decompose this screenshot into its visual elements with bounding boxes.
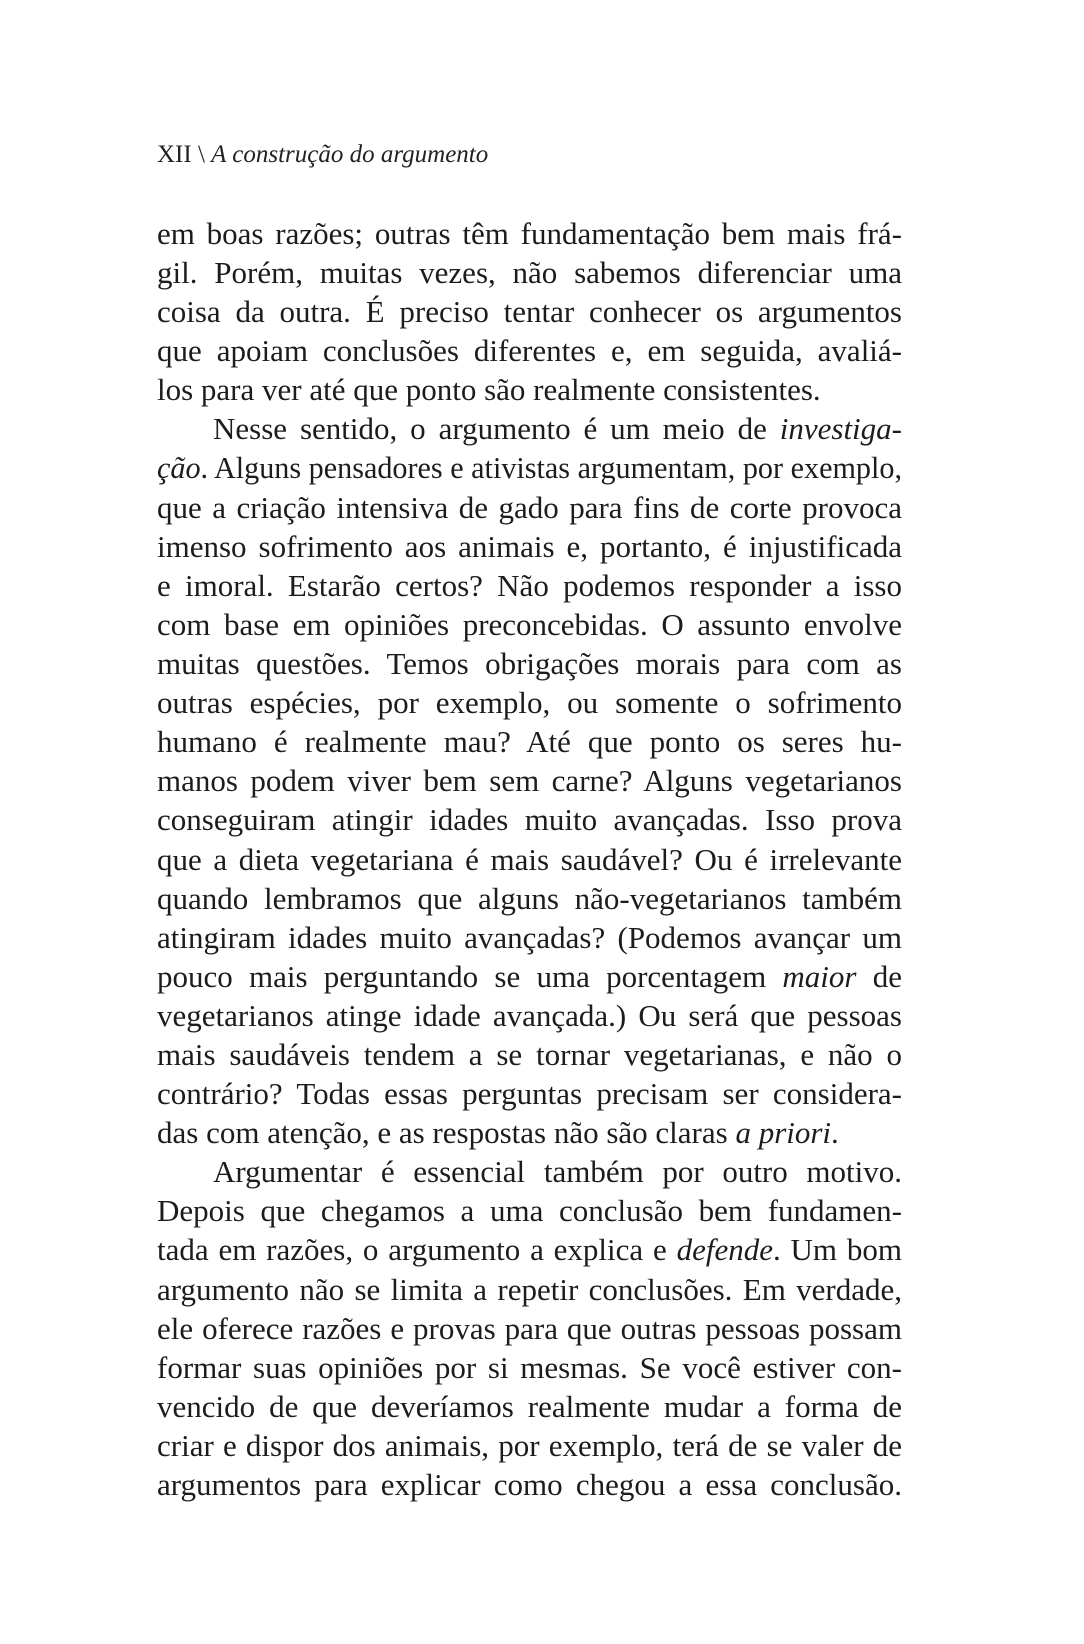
text-line: Argumentar é essencial também por outro motivo. bbox=[213, 1154, 902, 1190]
text-line: criar e dispor dos animais, por exemplo, terá de se valer de bbox=[157, 1427, 902, 1463]
text-line: em boas razões; outras têm fundamentação bem mais frá- bbox=[157, 216, 902, 251]
text-line: imenso sofrimento aos animais e, portanto, é injustificada bbox=[157, 528, 902, 564]
text-line: los para ver até que ponto são realmente consistentes. bbox=[157, 372, 821, 408]
text-line: formar suas opiniões por si mesmas. Se você estiver con- bbox=[157, 1349, 902, 1385]
text-line: pouco mais perguntando se uma porcentagem maior de bbox=[157, 958, 902, 994]
text-line: quando lembramos que alguns não-vegetarianos também bbox=[157, 880, 902, 916]
text-line: com base em opiniões preconcebidas. O assunto envolve bbox=[157, 606, 902, 642]
text-line: e imoral. Estarão certos? Não podemos responder a isso bbox=[157, 567, 902, 603]
text-line: que a criação intensiva de gado para fins de corte provoca bbox=[157, 489, 902, 525]
text-line: tada em razões, o argumento a explica e defende. Um bom bbox=[157, 1232, 902, 1268]
body-text bbox=[157, 214, 902, 1504]
text-line: gil. Porém, muitas vezes, não sabemos diferenciar uma bbox=[157, 255, 902, 291]
text-line: argumento não se limita a repetir conclusões. Em verdade, bbox=[157, 1271, 902, 1307]
emphasis: maior bbox=[782, 958, 857, 994]
text-line: coisa da outra. É preciso tentar conhecer os argumentos bbox=[157, 294, 902, 330]
text-line: outras espécies, por exemplo, ou somente o sofrimento bbox=[157, 685, 902, 721]
text-line: contrário? Todas essas perguntas precisam ser considera- bbox=[157, 1076, 902, 1112]
emphasis: ção bbox=[157, 450, 201, 485]
page-number: XII bbox=[157, 141, 192, 168]
text-line: ção. Alguns pensadores e ativistas argumentam, por exemplo, bbox=[157, 450, 902, 485]
text-line: manos podem viver bem sem carne? Alguns vegetarianos bbox=[157, 763, 902, 799]
text-line: muitas questões. Temos obrigações morais para com as bbox=[157, 646, 902, 682]
running-head bbox=[157, 140, 488, 170]
text-line: humano é realmente mau? Até que ponto os seres hu- bbox=[157, 724, 902, 760]
text-line: conseguiram atingir idades muito avançadas. Isso prova bbox=[157, 802, 902, 838]
text-line: vegetarianos atinge idade avançada.) Ou será que pessoas bbox=[157, 997, 902, 1033]
text-line: ele oferece razões e provas para que outras pessoas possam bbox=[157, 1310, 902, 1346]
text-line: vencido de que deveríamos realmente mudar a forma de bbox=[157, 1388, 902, 1424]
text-line: atingiram idades muito avançadas? (Podemos avançar um bbox=[157, 919, 902, 955]
text-line: que a dieta vegetariana é mais saudável? Ou é irrelevante bbox=[157, 841, 902, 877]
emphasis: defende bbox=[676, 1232, 773, 1268]
emphasis: investiga- bbox=[779, 411, 902, 447]
text-line: das com atenção, e as respostas não são claras a priori. bbox=[157, 1115, 839, 1151]
text-line: argumentos para explicar como chegou a essa conclusão. bbox=[157, 1467, 902, 1502]
chapter-title: A construção do argumento bbox=[211, 141, 489, 168]
text-line: Nesse sentido, o argumento é um meio de investiga- bbox=[213, 411, 902, 447]
text-line: Depois que chegamos a uma conclusão bem fundamen- bbox=[157, 1193, 902, 1229]
text-line: mais saudáveis tendem a se tornar vegetarianas, e não o bbox=[157, 1036, 902, 1072]
running-head-separator: \ bbox=[191, 141, 212, 168]
emphasis: a priori bbox=[735, 1115, 832, 1151]
text-line: que apoiam conclusões diferentes e, em seguida, avaliá- bbox=[157, 333, 902, 369]
